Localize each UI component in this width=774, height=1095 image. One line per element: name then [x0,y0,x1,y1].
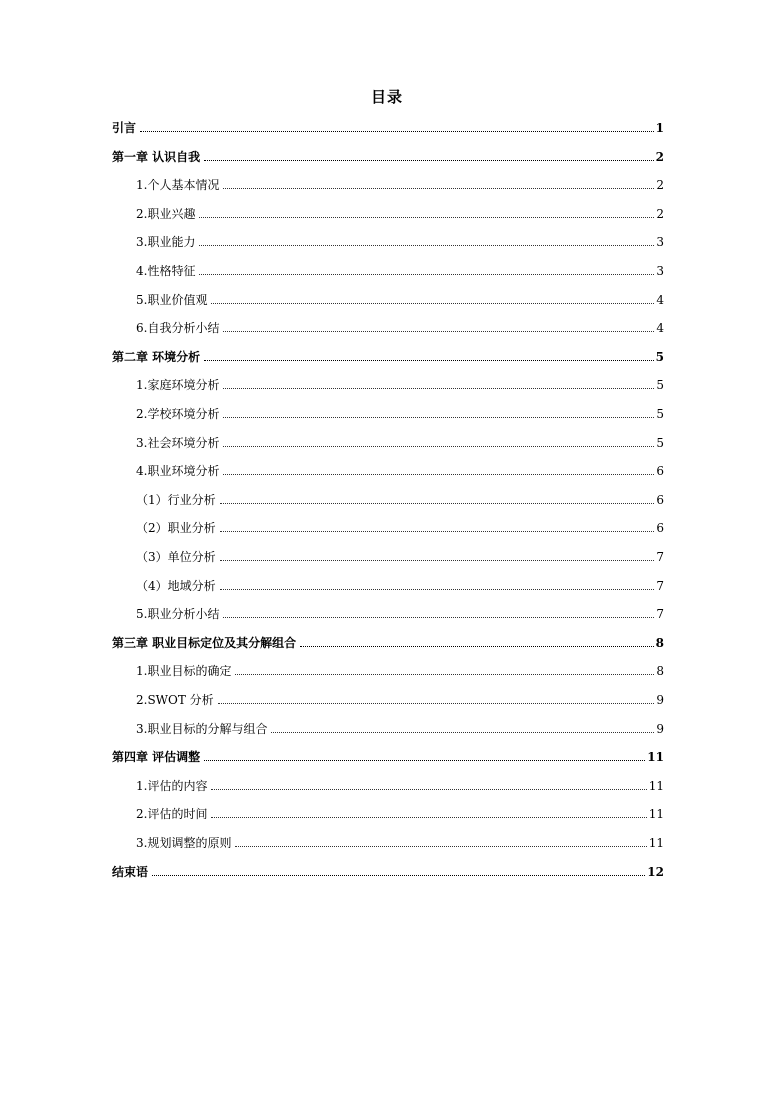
toc-entry-page-number: 2 [656,178,664,193]
toc-entry-label: 第一章 认识自我 [112,149,201,164]
toc-leader-dots [199,216,654,218]
toc-entry[interactable] [136,486,664,508]
toc-entry-page-number: 2 [655,149,664,164]
toc-leader-dots [271,731,654,733]
toc-entry[interactable] [136,829,664,851]
toc-entry-label: 3.职业能力 [136,235,196,250]
toc-entry[interactable] [136,429,664,451]
toc-entry-page-number: 2 [656,206,664,221]
toc-entry[interactable] [136,514,664,536]
toc-entry[interactable] [136,715,664,737]
toc-entry-label: （2）职业分析 [136,521,216,536]
toc-entry-label: 2.学校环境分析 [136,407,220,421]
toc-entry-page-number: 7 [656,607,664,622]
toc-entry[interactable] [136,171,664,193]
toc-entry-label: 1.家庭环境分析 [136,378,220,393]
toc-leader-dots [220,502,654,504]
toc-entry[interactable] [112,114,664,136]
toc-entry-page-number: 5 [656,378,664,393]
toc-entry-label: 结束语 [112,864,149,879]
toc-leader-dots [223,416,654,418]
toc-leader-dots [204,159,653,161]
toc-entry-label: 3.社会环境分析 [136,435,220,450]
page-title: 目录 [370,88,403,106]
toc-entry[interactable] [136,572,664,594]
toc-entry-label: （4）地域分析 [136,578,216,593]
toc-entry[interactable] [112,858,664,880]
toc-entry-page-number: 11 [648,807,664,822]
toc-leader-dots [199,244,654,246]
toc-entry-page-number: 11 [647,750,664,765]
toc-entry-page-number: 3 [656,264,664,278]
toc-entry-label: 1.职业目标的确定 [136,664,232,679]
toc-leader-dots [223,473,654,475]
toc-leader-dots [235,845,646,847]
toc-leader-dots [223,330,654,332]
toc-entry-page-number: 6 [656,492,664,507]
toc-leader-dots [140,130,654,132]
toc-entry[interactable] [112,629,664,651]
toc-entry[interactable] [136,686,664,708]
toc-entry-label: 1.个人基本情况 [136,178,220,193]
toc-entry-label: 第二章 环境分析 [112,349,201,364]
toc-entry[interactable] [136,543,664,565]
toc-leader-dots [218,702,654,704]
toc-entry-page-number: 5 [655,349,664,364]
toc-entry-label: 引言 [112,121,137,135]
toc-entry-page-number: 9 [656,693,664,707]
toc-entry-page-number: 4 [656,321,664,336]
toc-entry[interactable] [136,371,664,393]
toc-entry-page-number: 12 [647,864,664,879]
toc-leader-dots [220,530,654,532]
toc-entry-label: 4.职业环境分析 [136,464,220,479]
toc-entry[interactable] [136,257,664,279]
toc-leader-dots [220,588,654,590]
toc-entry[interactable] [136,657,664,679]
toc-leader-dots [199,273,654,275]
toc-leader-dots [223,187,654,189]
toc-leader-dots [220,559,654,561]
toc-entry[interactable] [136,314,664,336]
toc-entry-label: 3.规划调整的原则 [136,836,232,850]
toc-entry-page-number: 9 [656,721,664,736]
toc-entry-label: 第三章 职业目标定位及其分解组合 [112,635,297,650]
toc-entry[interactable] [136,200,664,222]
toc-leader-dots [223,445,654,447]
toc-entry-page-number: 4 [656,292,664,307]
toc-entry-page-number: 7 [656,578,664,593]
toc-leader-dots [300,645,653,647]
toc-leader-dots [204,759,645,761]
toc-entry-label: 6.自我分析小结 [136,321,220,336]
toc-leader-dots [235,673,654,675]
toc-entry-page-number: 3 [656,235,664,250]
toc-leader-dots [211,302,654,304]
toc-entry[interactable] [136,228,664,250]
toc-entry-label: （3）单位分析 [136,550,216,564]
toc-leader-dots [211,788,646,790]
toc-entry[interactable] [136,772,664,794]
toc-entry-page-number: 5 [656,407,664,421]
toc-entry-page-number: 6 [656,521,664,536]
toc-entry-label: 5.职业价值观 [136,292,208,307]
toc-entry[interactable] [112,743,664,765]
toc-entry[interactable] [136,286,664,308]
toc-leader-dots [211,816,646,818]
toc-entry-page-number: 1 [655,121,664,135]
toc-entry-label: 4.性格特征 [136,264,196,278]
toc-leader-dots [223,387,654,389]
toc-entry[interactable] [136,600,664,622]
toc-entry-label: 2.职业兴趣 [136,206,196,221]
toc-entry-page-number: 5 [656,435,664,450]
toc-entry-page-number: 8 [655,635,664,650]
toc-entry-label: （1）行业分析 [136,492,216,507]
toc-entry-label: 2.SWOT 分析 [136,693,214,707]
toc-entry-page-number: 6 [656,464,664,479]
toc-entry-page-number: 8 [656,664,664,679]
toc-entry-label: 第四章 评估调整 [112,750,201,765]
toc-entry[interactable] [136,457,664,479]
toc-entry-label: 2.评估的时间 [136,807,208,822]
toc-entry[interactable] [112,143,664,165]
toc-entry-page-number: 11 [648,836,664,850]
toc-entry[interactable] [136,400,664,422]
toc-leader-dots [204,359,653,361]
toc-entry[interactable] [112,343,664,365]
toc-entry-label: 3.职业目标的分解与组合 [136,721,268,736]
toc-leader-dots [152,874,645,876]
toc-entry-page-number: 11 [648,778,664,793]
toc-leader-dots [223,616,654,618]
toc-entry-label: 5.职业分析小结 [136,607,220,622]
toc-entry-label: 1.评估的内容 [136,778,208,793]
toc-entry[interactable] [136,800,664,822]
toc-entry-page-number: 7 [656,550,664,564]
